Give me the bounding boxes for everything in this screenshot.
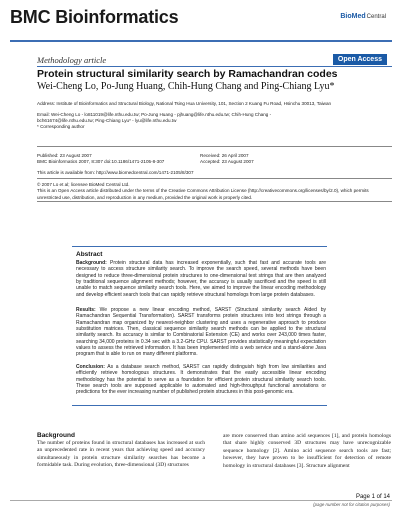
abstract-box xyxy=(72,246,327,406)
title-rule xyxy=(37,66,392,67)
article-type: Methodology article xyxy=(37,55,107,65)
publication-info xyxy=(37,153,187,166)
meta-rule-middle xyxy=(37,178,392,179)
corresponding-author-note: * Corresponding author xyxy=(37,124,85,129)
logo-biomed-text: BioMed xyxy=(340,13,366,20)
meta-rule-bottom xyxy=(37,201,392,202)
published-date: Published: 23 August 2007 xyxy=(37,153,92,158)
abstract-background-label: Background: xyxy=(76,260,107,266)
page-number: Page 1 of 14 xyxy=(355,494,390,500)
abstract-results-text: We propose a new linear encoding method, SARST (Structural similarity search Aided by Ramachandran Sequential Transformation). SARST transforms protein structures into text strings through a Ramachandran map organized by nearest-neighbor clustering and uses a regenerative approach to produce substitution matrices. Then, classical sequence similarity search methods can be applied to the structural similarity search. Its accuracy is similar to Combinatorial Extension (CE) and works over 243,000 times faster, searching 34,000 proteins in 0.34 sec with a 3.2-GHz CPU. SARST provides statistically meaningful expectation values to assess the retrieved information. It has been implemented into a web service and a stand-alone Java program that is able to run on many different platforms. xyxy=(76,307,326,358)
biomed-central-logo[interactable] xyxy=(340,11,386,22)
abstract-background-text: Protein structural data has increased exponentially, such that fast and accurate tools are necessary to access structure similarity search. To improve the search speed, several methods have been designed to reduce three-dimensional protein structures to one-dimensional text strings that are then analyzed by traditional sequence alignment methods; however, the accuracy is usually sacrificed and the speed is still unable to match sequence similarity search tools. Here, we aimed to improve the linear encoding methodology and develop efficient search tools that can rapidly retrieve structural homologs from large protein databases. xyxy=(76,260,326,298)
journal-title: BMC Bioinformatics xyxy=(10,7,179,27)
abstract-results-label: Results: xyxy=(76,307,96,313)
received-date: Received: 26 April 2007 xyxy=(200,153,249,158)
header-rule xyxy=(10,40,392,42)
received-accepted-info xyxy=(200,153,350,166)
author-address: Address: Institute of Bioinformatics and Structural Biology, National Tsing Hua University, 101, Section 2 Kuang Fu Road, Hsinchu 30013, Taiwan xyxy=(37,101,332,106)
author-emails[interactable]: Email: Wei-Cheng Lo - lo811019@life.nthu.edu.tw; Po-Jung Huang - pjhuang@life.nthu.edu.tw; Chih-Hung Chang - bch61674@life.nthu.edu.tw; Ping-Chiang Lyu* - lyu@life.nthu.edu.tw xyxy=(37,112,272,124)
abstract-background xyxy=(76,260,326,298)
logo-central-text: Central xyxy=(366,13,386,20)
author-list: Wei-Cheng Lo, Po-Jung Huang, Chih-Hung Chang and Ping-Chiang Lyu* xyxy=(37,81,335,92)
copyright-line: © 2007 Lo et al; licensee BioMed Central Ltd. xyxy=(37,182,130,187)
meta-rule-top xyxy=(37,146,392,147)
body-column-right: are more conserved than amino acid sequences [1], and protein homologs that share highly conserved 3D structures may have unrecognizable sequence homology [2]. Amino acid sequence search tools are fast; however, they have proven to be insufficient for detection of remote homology in structural databases [3]. Structure alignment xyxy=(223,433,391,469)
journal-header xyxy=(0,0,400,42)
abstract-heading: Abstract xyxy=(76,251,103,258)
page-number-note: (page number not for citation purposes) xyxy=(313,502,390,507)
body-column-left: The number of proteins found in structural databases has increased at such an unprecedented rate in recent years that achieving speed and accuracy simultaneously in protein structure similarity searches has become a formidable task. During evolution, three-dimensional (3D) structures xyxy=(37,440,205,469)
background-heading: Background xyxy=(37,432,75,439)
article-title: Protein structural similarity search by Ramachandran codes xyxy=(37,68,338,80)
abstract-conclusion-text: As a database search method, SARST can rapidly distinguish high from low similarities and efficiently retrieve homologous structures. It demonstrates that the easily accessible linear encoding methodology has the potential to serve as a foundation for efficient protein structural similarity search tools. These search tools are supposed applicable to automated and high-throughput functional annotations or predictions for the ever increasing number of published protein structures in this post-genomic era. xyxy=(76,364,326,396)
license-text: This is an Open Access article distributed under the terms of the Creative Commons Attribution License (http://creativecommons.org/licenses/by/2.0), which permits unrestricted use, distribution, and reproduction in any medium, provided the original work is properly cited. xyxy=(37,188,369,200)
footer-rule xyxy=(10,500,392,501)
citation-line: BMC Bioinformatics 2007, 8:307 doi:10.1186/1471-2105-8-307 xyxy=(37,159,165,165)
license-block xyxy=(37,182,392,201)
abstract-results xyxy=(76,307,326,358)
abstract-conclusion-label: Conclusion: xyxy=(76,364,105,370)
article-url[interactable]: This article is available from: http://www.biomedcentral.com/1471-2105/8/307 xyxy=(37,170,194,175)
abstract-conclusion xyxy=(76,364,326,396)
open-access-badge: Open Access xyxy=(333,54,387,65)
accepted-date: Accepted: 23 August 2007 xyxy=(200,159,254,165)
